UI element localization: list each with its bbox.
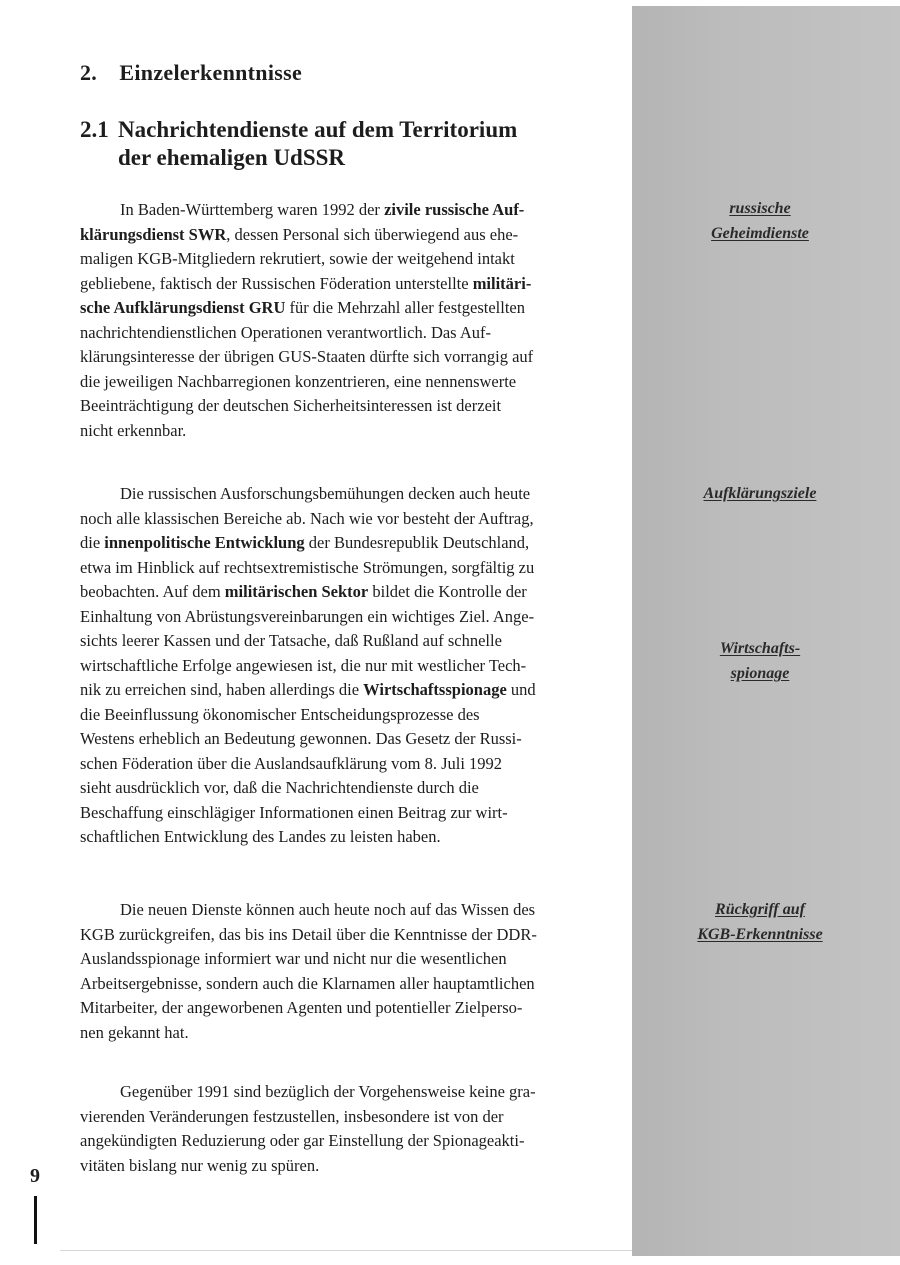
bold-term: innenpolitische Entwicklung: [104, 533, 305, 552]
subsection-title-line2: der ehemaligen UdSSR: [118, 145, 346, 170]
paragraph-line: nachrichtendienstlichen Operationen verantwortlich. Das Auf-: [80, 322, 491, 342]
bottom-rule: [60, 1250, 632, 1251]
paragraph-line: schaftlichen Entwicklung des Landes zu leisten haben.: [80, 827, 441, 846]
paragraph-line: Die neuen Dienste können auch heute noch auf das Wissen des: [120, 900, 536, 919]
paragraph-line: die jeweiligen Nachbarregionen konzentrieren, eine nennenswerte: [80, 371, 517, 391]
paragraph-line: Auslandsspionage informiert war und nicht nur die wesentlichen: [80, 949, 507, 968]
margin-note-line: KGB-Erkenntnisse: [697, 926, 823, 943]
margin-note-line: russische: [729, 200, 791, 217]
paragraph-line: nicht erkennbar.: [80, 420, 187, 440]
subsection-number: 2.1: [80, 117, 109, 142]
paragraph-line: schen Föderation über die Auslandsaufklärung vom 8. Juli 1992: [80, 753, 503, 773]
margin-note-line: Wirtschafts-: [719, 640, 801, 657]
paragraph-line: Die russischen Ausforschungsbemühungen decken auch heute: [120, 484, 531, 503]
paragraph-line: etwa im Hinblick auf rechtsextremistische Strömungen, sorgfältig zu: [80, 557, 535, 577]
paragraph-line: Gegenüber 1991 sind bezüglich der Vorgehensweise keine gra-: [120, 1082, 536, 1101]
paragraph-line: Einhaltung von Abrüstungsvereinbarungen ein wichtiges Ziel. Ange-: [80, 606, 535, 626]
margin-note-line: spionage: [730, 665, 790, 682]
subsection-title-line1: Nachrichtendienste auf dem Territorium: [118, 117, 518, 142]
paragraph-line: vierenden Veränderungen festzustellen, insbesondere ist von der: [80, 1106, 504, 1126]
paragraph-line: In Baden-Württemberg waren 1992 der zivile russische Auf-: [120, 200, 525, 219]
paragraph-line: klärungsdienst SWR, dessen Personal sich überwiegend aus ehe-: [80, 224, 519, 244]
margin-note-aufklaerungsziele: [640, 481, 880, 506]
bold-term: sche Aufklärungsdienst GRU: [80, 298, 286, 317]
bold-term: klärungsdienst SWR: [80, 224, 227, 244]
paragraph-line: sche Aufklärungsdienst GRU für die Mehrzahl aller festgestellten: [80, 298, 525, 317]
paragraph-line: gebliebene, faktisch der Russischen Föderation unterstellte militäri-: [80, 273, 532, 293]
bold-term: zivile russische Auf-: [384, 200, 525, 219]
margin-note-russische-geheimdienste: [640, 196, 880, 246]
paragraph-line: sichts leerer Kassen und der Tatsache, daß Rußland auf schnelle: [80, 631, 502, 650]
margin-note-wirtschaftsspionage: [640, 636, 880, 686]
paragraph-line: Arbeitsergebnisse, sondern auch die Klarnamen aller hauptamtlichen: [80, 973, 535, 993]
paragraph-line: nik zu erreichen sind, haben allerdings die Wirtschaftsspionage und: [80, 680, 536, 699]
page-number: 9: [30, 1165, 40, 1187]
bold-term: militäri-: [472, 273, 532, 293]
paragraph-line: angekündigten Reduzierung oder gar Einstellung der Spionageakti-: [80, 1131, 525, 1150]
paragraph-1: [80, 198, 620, 443]
paragraph-line: noch alle klassischen Bereiche ab. Nach wie vor besteht der Auftrag,: [80, 508, 534, 528]
margin-note-line: Aufklärungsziele: [703, 485, 817, 502]
paragraph-line: die Beeinflussung ökonomischer Entscheidungsprozesse des: [80, 704, 480, 724]
margin-bar: [34, 1196, 37, 1244]
bold-term: militärischen Sektor: [224, 582, 369, 601]
paragraph-4: [80, 1080, 620, 1178]
section-title: 2. Einzelerkenntnisse: [80, 60, 303, 85]
paragraph-2: [80, 482, 620, 850]
paragraph-line: maligen KGB-Mitgliedern rekrutiert, sowie der weitgehend intakt: [80, 249, 515, 268]
paragraph-line: Mitarbeiter, der angeworbenen Agenten und potentieller Zielperso-: [80, 998, 523, 1017]
bold-term: Wirtschaftsspionage: [363, 680, 507, 699]
paragraph-line: die innenpolitische Entwicklung der Bundesrepublik Deutschland,: [80, 533, 530, 552]
paragraph-line: KGB zurückgreifen, das bis ins Detail über die Kenntnisse der DDR-: [80, 924, 537, 944]
paragraph-line: Beschaffung einschlägiger Informationen einen Beitrag zur wirt-: [80, 802, 508, 822]
margin-note-line: Rückgriff auf: [715, 901, 805, 918]
paragraph-line: Westens erheblich an Bedeutung gewonnen. Das Gesetz der Russi-: [80, 729, 522, 748]
paragraph-line: vitäten bislang nur wenig zu spüren.: [80, 1155, 320, 1175]
subsection-title: [80, 116, 517, 172]
margin-note-rueckgriff-kgb: [640, 897, 880, 947]
paragraph-line: nen gekannt hat.: [80, 1022, 189, 1042]
margin-sidebar: [632, 6, 900, 1256]
paragraph-line: Beeinträchtigung der deutschen Sicherheitsinteressen ist derzeit: [80, 396, 502, 415]
paragraph-line: sieht ausdrücklich vor, daß die Nachrichtendienste durch die: [80, 778, 479, 797]
paragraph-line: klärungsinteresse der übrigen GUS-Staaten dürfte sich vorrangig auf: [80, 347, 534, 366]
paragraph-line: beobachten. Auf dem militärischen Sektor bildet die Kontrolle der: [80, 582, 527, 601]
paragraph-3: [80, 898, 620, 1045]
paragraph-line: wirtschaftliche Erfolge angewiesen ist, die nur mit westlicher Tech-: [80, 655, 527, 675]
margin-note-line: Geheimdienste: [711, 225, 809, 242]
